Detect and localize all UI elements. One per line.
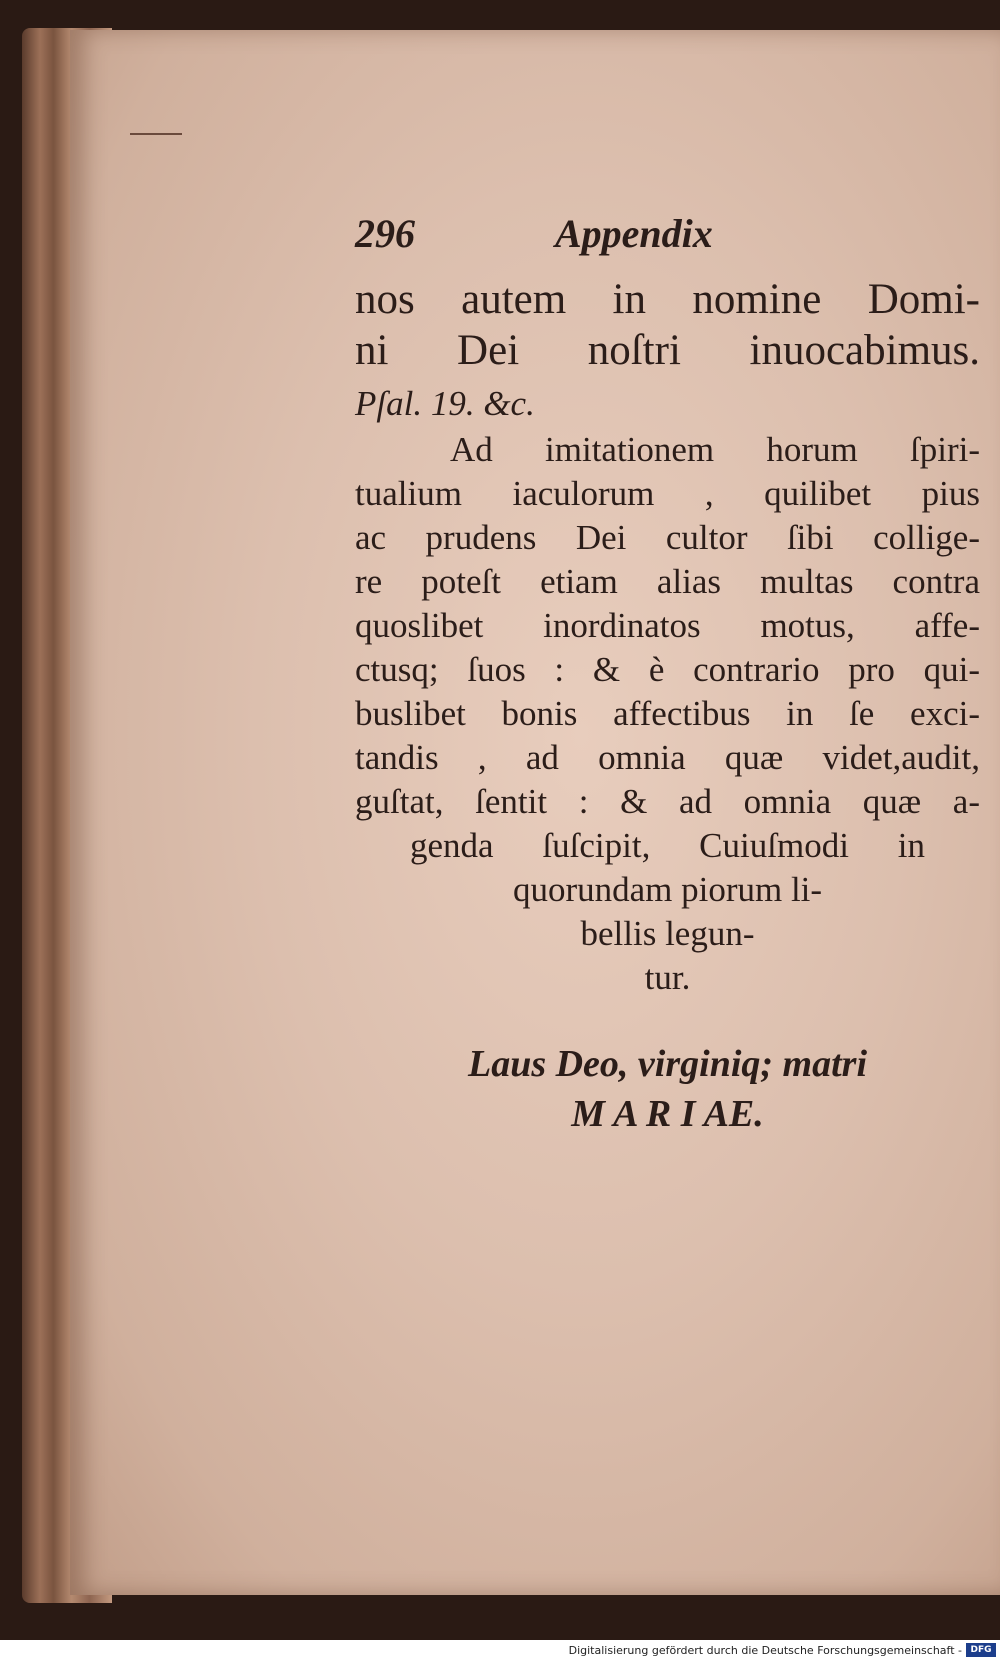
footer-credit: Digitalisierung gefördert durch die Deutsche Forschungsgemeinschaft - <box>568 1644 962 1657</box>
text-line: tur. <box>644 958 691 997</box>
closing-line: Laus Deo, virginiq; matri <box>467 1043 868 1085</box>
closing-line: M A R I AE. <box>571 1093 764 1135</box>
text-line: guſtat, ſentit : & ad omnia quæ a- <box>355 782 980 821</box>
text-line: buslibet bonis affectibus in ſe exci- <box>355 694 980 733</box>
running-title: Appendix <box>555 211 713 256</box>
ink-mark <box>130 133 182 135</box>
text-line: tualium iaculorum , quilibet pius <box>355 474 980 513</box>
text-line: tandis , ad omnia quæ videt,audit, <box>355 738 980 777</box>
page-header <box>355 210 975 266</box>
text-line: nos autem in nomine Domi- <box>355 276 980 323</box>
text-line: Ad imitationem horum ſpiri- <box>450 430 980 469</box>
text-line: quorundam piorum li- <box>512 870 823 909</box>
text-line: ni Dei noſtri inuocabimus. <box>355 327 980 374</box>
text-line: re poteſt etiam alias multas contra <box>355 562 980 601</box>
text-line: quoslibet inordinatos motus, affe- <box>355 606 980 645</box>
text-line: ctusq; ſuos : & è contrario pro qui- <box>355 650 980 689</box>
text-line: Pſal. 19. &c. <box>355 384 535 423</box>
text-line: bellis legun- <box>580 914 755 953</box>
text-line: genda ſuſcipit, Cuiuſmodi in <box>410 826 925 865</box>
dfg-logo: DFG <box>966 1643 996 1657</box>
text-line: ac prudens Dei cultor ſibi collige- <box>355 518 980 557</box>
page-number: 296 <box>355 211 415 256</box>
